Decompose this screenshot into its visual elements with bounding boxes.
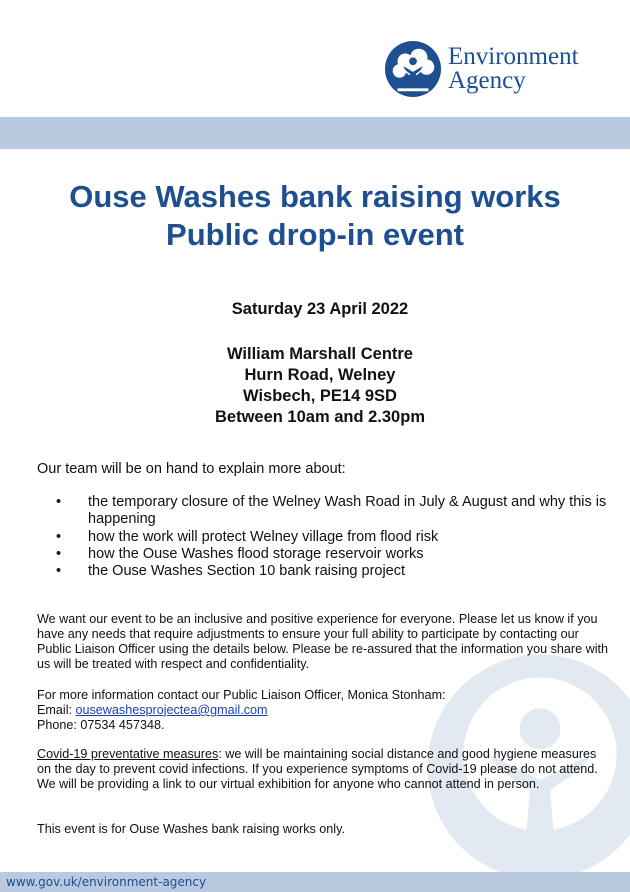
closing-note: This event is for Ouse Washes bank raising works only. — [37, 822, 345, 836]
covid-text: : we will be maintaining social distance and good hygiene measures on the day to prevent covid infections. If you experience symptoms of Covid-19 please do not attend. We will be providing a link to our virtual exhibition for anyone who cannot attend in person. — [37, 747, 598, 791]
bullet-icon: • — [56, 494, 62, 510]
contact-phone: Phone: 07534 457348. — [37, 717, 165, 732]
environment-agency-logo — [384, 40, 579, 98]
event-venue — [0, 344, 630, 428]
logo-wordmark — [448, 45, 579, 93]
bullet-icon: • — [56, 545, 62, 562]
venue-line-1: William Marshall Centre — [227, 345, 413, 363]
email-label: Email: — [37, 702, 76, 717]
list-item: • how the Ouse Washes flood storage reservoir works — [56, 545, 424, 562]
tree-figure-icon — [384, 40, 442, 98]
footer-url[interactable]: www.gov.uk/environment-agency — [6, 875, 207, 889]
header-band — [0, 117, 630, 149]
covid-paragraph — [37, 747, 612, 792]
covid-heading: Covid-19 preventative measures — [37, 747, 219, 761]
footer-band — [0, 872, 630, 892]
topics-list — [56, 494, 616, 580]
contact-intro: For more information contact our Public Liaison Officer, Monica Stonham: — [37, 688, 446, 702]
venue-line-2: Hurn Road, Welney — [244, 366, 396, 384]
venue-line-3: Wisbech, PE14 9SD — [243, 387, 397, 405]
title-line-1: Ouse Washes bank raising works — [69, 179, 561, 214]
bullet-icon: • — [56, 563, 62, 580]
inclusion-paragraph: We want our event to be an inclusive and positive experience for everyone. Please let us know if you have any needs that require adjustments to ensure your full ability to participate by contacting our Public Liaison Officer using the details below. Please be re-assured that the information you share with us will be treated with respect and confidentiality. — [37, 612, 609, 671]
logo-line-2: Agency — [448, 67, 526, 94]
title-line-2: Public drop-in event — [166, 217, 464, 252]
list-item: • how the work will protect Welney village from flood risk — [56, 528, 439, 545]
bullet-icon: • — [56, 528, 62, 545]
contact-email-line — [37, 703, 612, 718]
email-link[interactable]: ousewashesprojectea@gmail.com — [75, 702, 268, 717]
event-time: Between 10am and 2.30pm — [214, 408, 425, 426]
list-item: • the temporary closure of the Welney Wash Road in July & August and why this is happening — [56, 494, 607, 528]
page-title — [0, 178, 630, 254]
event-date: Saturday 23 April 2022 — [231, 300, 409, 318]
logo-line-1: Environment — [448, 43, 579, 70]
contact-block — [37, 688, 612, 733]
list-item: • the Ouse Washes Section 10 bank raising project — [56, 563, 406, 580]
intro-text: Our team will be on hand to explain more about: — [37, 461, 346, 477]
